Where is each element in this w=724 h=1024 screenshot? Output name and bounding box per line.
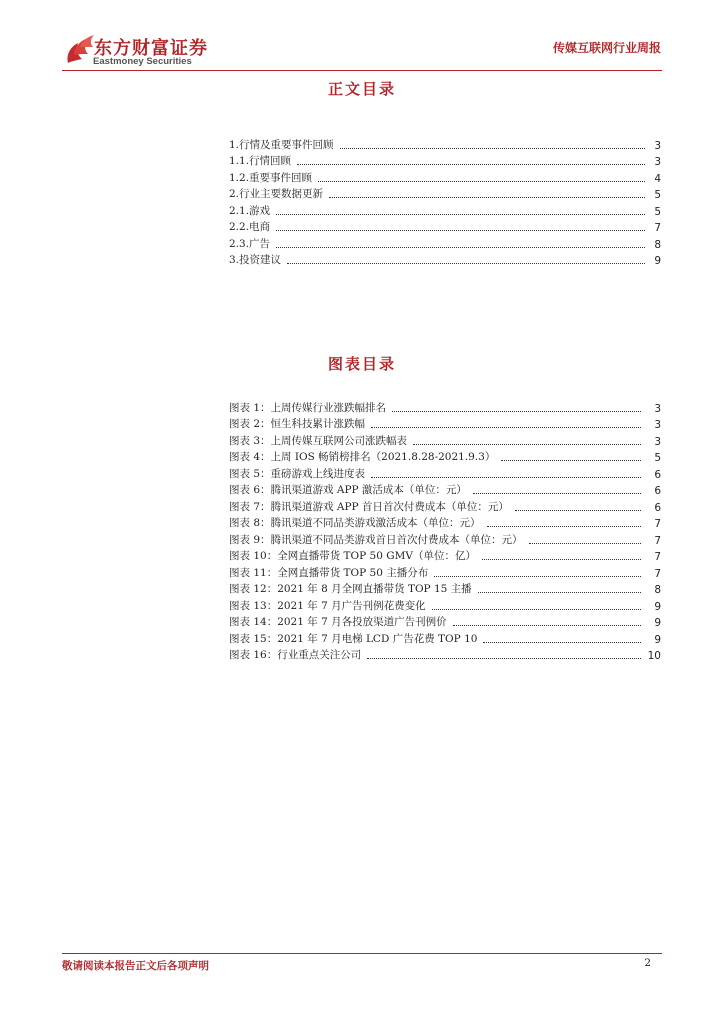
toc-entry[interactable] — [229, 168, 661, 185]
figure-entry[interactable] — [229, 547, 661, 564]
dot-leader — [434, 576, 641, 577]
footer-divider — [62, 953, 662, 954]
toc-entry[interactable] — [229, 152, 661, 169]
figure-entry-page: 9 — [654, 600, 661, 613]
figure-entry-label: 图表 13：2021 年 7 月广告刊例花费变化 — [229, 599, 426, 612]
figure-list — [229, 398, 661, 662]
figure-entry[interactable] — [229, 563, 661, 580]
figure-entry-label: 图表 11：全网直播带货 TOP 50 主播分布 — [229, 566, 429, 579]
dot-leader — [483, 642, 641, 643]
figure-entry[interactable] — [229, 580, 661, 597]
toc-list — [229, 135, 661, 267]
dot-leader — [287, 263, 645, 264]
toc-entry-page: 3 — [654, 156, 661, 168]
dot-leader — [487, 526, 641, 527]
figures-title: 图表目录 — [327, 355, 396, 373]
dot-leader — [329, 197, 645, 198]
toc-entry-page: 3 — [654, 139, 661, 152]
dot-leader — [371, 427, 641, 428]
toc-entry-page: 5 — [654, 205, 661, 218]
toc-entry-page: 8 — [654, 238, 661, 251]
dot-leader — [318, 181, 645, 182]
brand-name-cn: 东方财富证券 — [94, 38, 208, 59]
dot-leader — [392, 411, 641, 412]
dot-leader — [473, 493, 641, 494]
figure-entry-label: 图表 7：腾讯渠道游戏 APP 首日首次付费成本（单位：元） — [229, 500, 509, 513]
figure-entry[interactable] — [229, 514, 661, 531]
figure-entry[interactable] — [229, 613, 661, 630]
figure-entry-page: 6 — [654, 501, 661, 514]
report-type: 传媒互联网行业周报 — [552, 41, 661, 55]
toc-entry[interactable] — [229, 135, 661, 152]
figure-entry-page: 7 — [654, 551, 661, 563]
figure-entry[interactable] — [229, 464, 661, 481]
header-divider — [62, 70, 662, 71]
toc-entry-label: 3.投资建议 — [229, 254, 282, 266]
toc-entry[interactable] — [229, 185, 661, 202]
figure-entry-label: 图表 3：上周传媒互联网公司涨跌幅表 — [229, 434, 408, 447]
dot-leader — [515, 510, 641, 511]
figure-entry[interactable] — [229, 596, 661, 613]
figure-entry[interactable] — [229, 398, 661, 415]
figure-entry[interactable] — [229, 431, 661, 448]
toc-entry[interactable] — [229, 201, 661, 218]
figure-entry[interactable] — [229, 530, 661, 547]
figure-entry-label: 图表 1：上周传媒行业涨跌幅排名 — [229, 401, 387, 414]
figure-entry-page: 3 — [654, 402, 661, 415]
figure-entry-page: 6 — [654, 468, 661, 481]
figure-entry[interactable] — [229, 415, 661, 432]
figure-entry[interactable] — [229, 646, 661, 663]
dot-leader — [453, 625, 641, 626]
toc-entry-page: 7 — [654, 222, 661, 234]
figure-entry-page: 5 — [654, 452, 661, 464]
figure-entry-page: 9 — [654, 617, 661, 629]
figure-entry-label: 图表 15：2021 年 7 月电梯 LCD 广告花费 TOP 10 — [229, 632, 478, 645]
figure-entry-label: 图表 9：腾讯渠道不同品类游戏首日首次付费成本（单位：元） — [229, 533, 523, 546]
dot-leader — [276, 247, 645, 248]
toc-title: 正文目录 — [327, 80, 396, 98]
toc-entry[interactable] — [229, 251, 661, 268]
toc-entry-label: 2.3.广告 — [229, 237, 271, 250]
toc-entry-label: 1.1.行情回顾 — [229, 155, 292, 167]
page-number: 2 — [644, 957, 651, 969]
figure-entry-label: 图表 12：2021 年 8 月全网直播带货 TOP 15 主播 — [229, 583, 472, 595]
dot-leader — [413, 444, 641, 445]
figure-entry-page: 3 — [654, 419, 661, 431]
brand-name-en: Eastmoney Securities — [93, 56, 192, 67]
toc-entry-label: 1.2.重要事件回顾 — [229, 171, 313, 184]
dot-leader — [371, 477, 641, 478]
toc-entry-label: 2.2.电商 — [229, 221, 271, 233]
figure-entry-page: 6 — [654, 485, 661, 497]
figure-entry-label: 图表 6：腾讯渠道游戏 APP 激活成本（单位：元） — [229, 484, 467, 496]
figure-entry[interactable] — [229, 448, 661, 465]
dot-leader — [340, 148, 645, 149]
figure-entry-label: 图表 2：恒生科技累计涨跌幅 — [229, 418, 366, 430]
figure-entry-page: 9 — [654, 633, 661, 646]
toc-entry[interactable] — [229, 218, 661, 235]
dot-leader — [367, 658, 641, 659]
toc-entry-label: 2.1.游戏 — [229, 204, 271, 217]
figure-entry-label: 图表 5：重磅游戏上线进度表 — [229, 467, 366, 480]
dot-leader — [501, 460, 641, 461]
figure-entry[interactable] — [229, 481, 661, 498]
dot-leader — [276, 230, 645, 231]
toc-entry-page: 9 — [654, 255, 661, 267]
disclaimer-note: 敬请阅读本报告正文后各项声明 — [62, 960, 209, 972]
page-header — [0, 0, 724, 74]
dot-leader — [276, 214, 645, 215]
dot-leader — [482, 559, 641, 560]
toc-entry-page: 5 — [654, 189, 661, 201]
figure-entry-page: 10 — [647, 650, 661, 662]
figure-entry-page: 8 — [654, 584, 661, 596]
toc-entry-label: 2.行业主要数据更新 — [229, 188, 324, 200]
dot-leader — [432, 609, 641, 610]
dot-leader — [297, 164, 645, 165]
toc-entry[interactable] — [229, 234, 661, 251]
figure-entry-page: 7 — [654, 518, 661, 530]
figure-entry-label: 图表 10：全网直播带货 TOP 50 GMV（单位：亿） — [229, 550, 476, 562]
figure-entry[interactable] — [229, 497, 661, 514]
figure-entry-page: 7 — [654, 534, 661, 547]
dot-leader — [478, 592, 641, 593]
toc-entry-label: 1.行情及重要事件回顾 — [229, 138, 334, 151]
figure-entry-page: 3 — [654, 435, 661, 448]
toc-entry-page: 4 — [654, 172, 661, 185]
figure-entry-label: 图表 16：行业重点关注公司 — [229, 649, 362, 661]
figure-entry-page: 7 — [654, 567, 661, 580]
figure-entry[interactable] — [229, 629, 661, 646]
dot-leader — [529, 543, 641, 544]
figure-entry-label: 图表 4：上周 IOS 畅销榜排名（2021.8.28-2021.9.3） — [229, 451, 496, 463]
eastmoney-logo-icon — [62, 33, 96, 65]
figure-entry-label: 图表 14：2021 年 7 月各投放渠道广告刊例价 — [229, 616, 447, 628]
figure-entry-label: 图表 8：腾讯渠道不同品类游戏激活成本（单位：元） — [229, 517, 481, 529]
